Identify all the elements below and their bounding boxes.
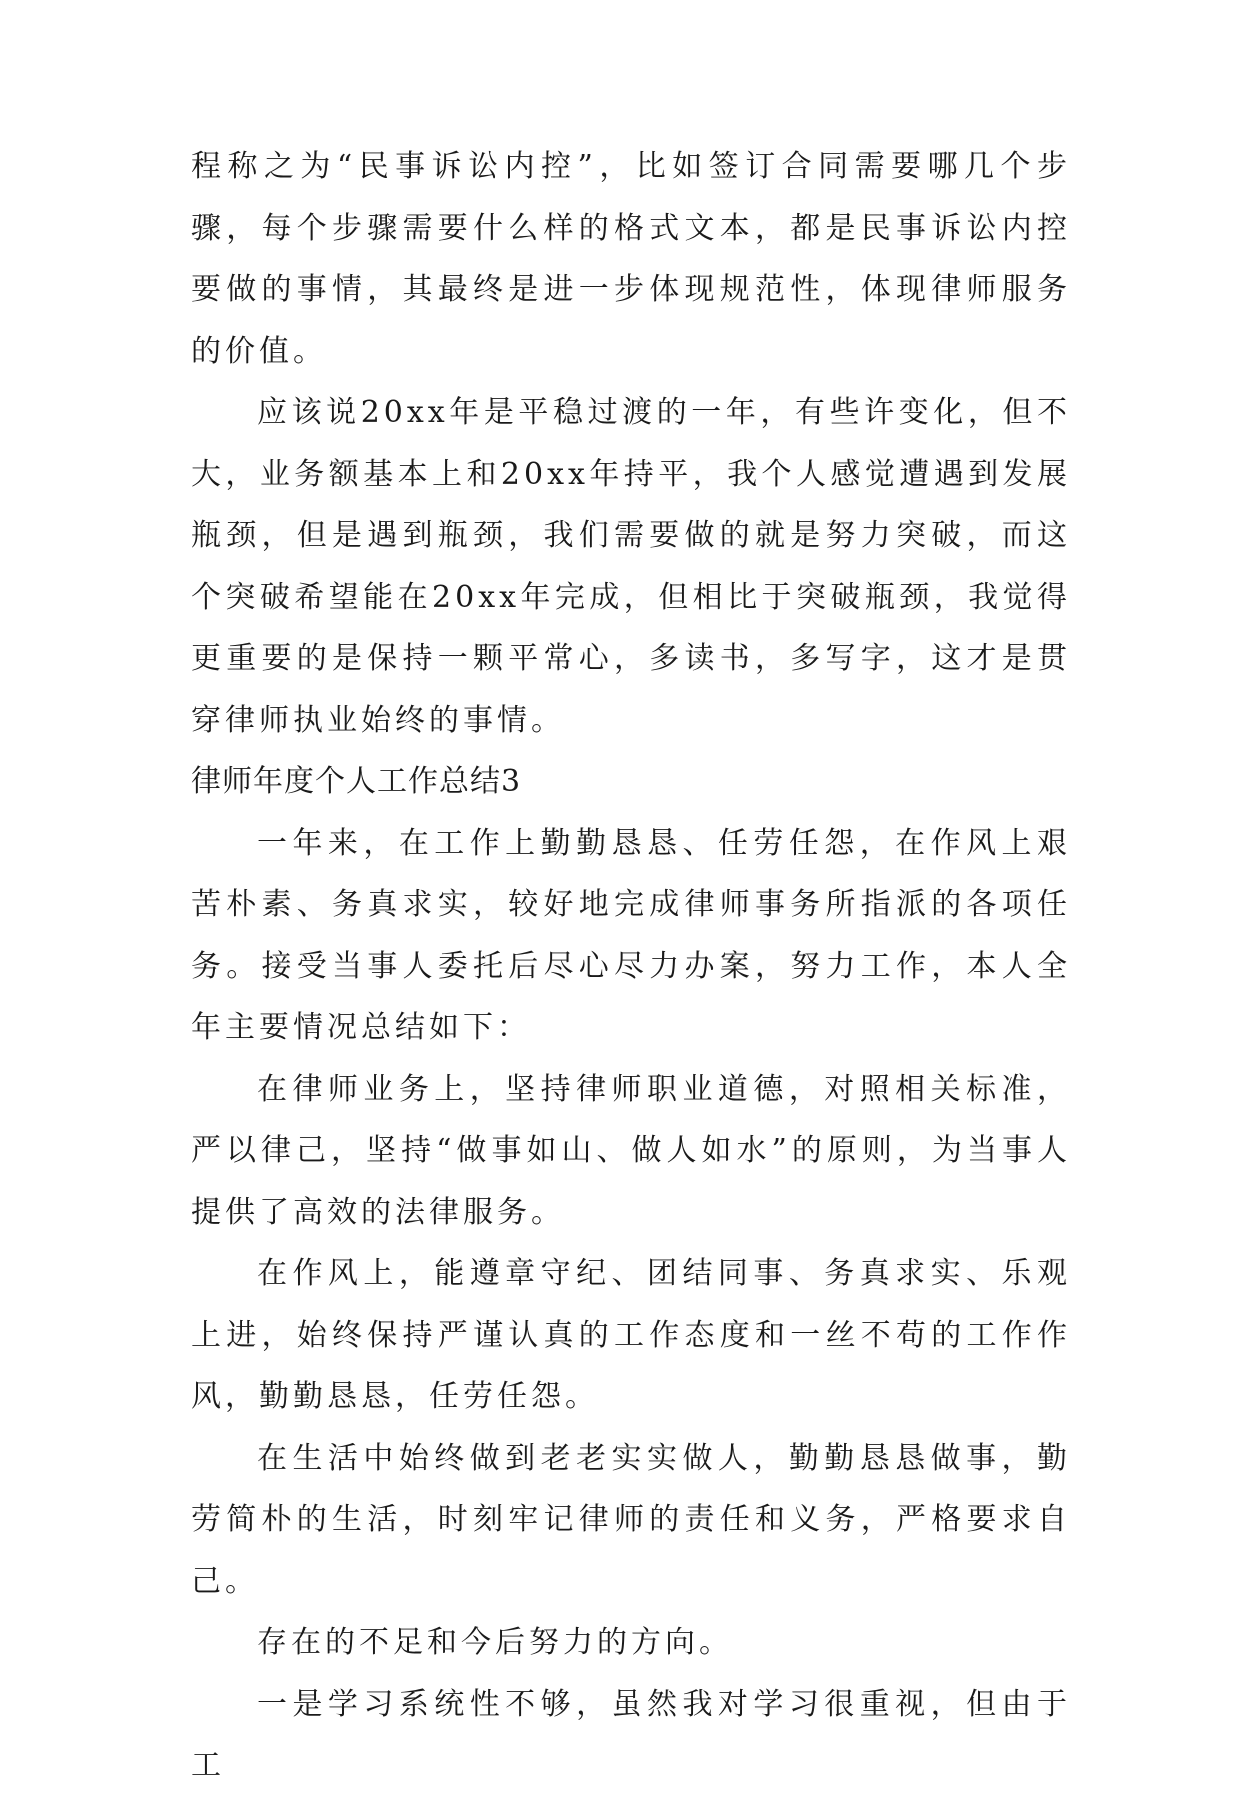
paragraph-7: 存在的不足和今后努力的方向。: [257, 1625, 733, 1660]
section-heading: 律师年度个人工作总结3: [191, 764, 522, 799]
paragraph-6: 在生活中始终做到老老实实做人，勤勤恳恳做事，勤劳简朴的生活，时刻牢记律师的责任和义务，严格要求自己。: [191, 1440, 1071, 1599]
paragraph-4: 在律师业务上，坚持律师职业道德，对照相关标准，严以律己，坚持“做事如山、做人如水”的原则，为当事人提供了高效的法律服务。: [191, 1071, 1071, 1230]
paragraph-8: 一是学习系统性不够，虽然我对学习很重视，但由于工: [191, 1686, 1071, 1783]
paragraph-5: 在作风上，能遵章守纪、团结同事、务真求实、乐观上进，始终保持严谨认真的工作态度和一丝不苟的工作作风，勤勤恳恳，任劳任怨。: [191, 1256, 1071, 1414]
document-body: [191, 136, 1071, 1797]
paragraph-1: 程称之为“民事诉讼内控”，比如签订合同需要哪几个步骤，每个步骤需要什么样的格式文本，都是民事诉讼内控要做的事情，其最终是进一步体现规范性，体现律师服务的价值。: [191, 149, 1071, 369]
paragraph-3: 一年来，在工作上勤勤恳恳、任劳任怨，在作风上艰苦朴素、务真求实，较好地完成律师事务所指派的各项任务。接受当事人委托后尽心尽力办案，努力工作，本人全年主要情况总结如下：: [191, 825, 1071, 1045]
paragraph-2: 应该说20xx年是平稳过渡的一年，有些许变化，但不大，业务额基本上和20xx年持平，我个人感觉遭遇到发展瓶颈，但是遇到瓶颈，我们需要做的就是努力突破，而这个突破希望能在20xx年完成，但相比于突破瓶颈，我觉得更重要的是保持一颗平常心，多读书，多写字，这才是贯穿律师执业始终的事情。: [191, 395, 1071, 738]
